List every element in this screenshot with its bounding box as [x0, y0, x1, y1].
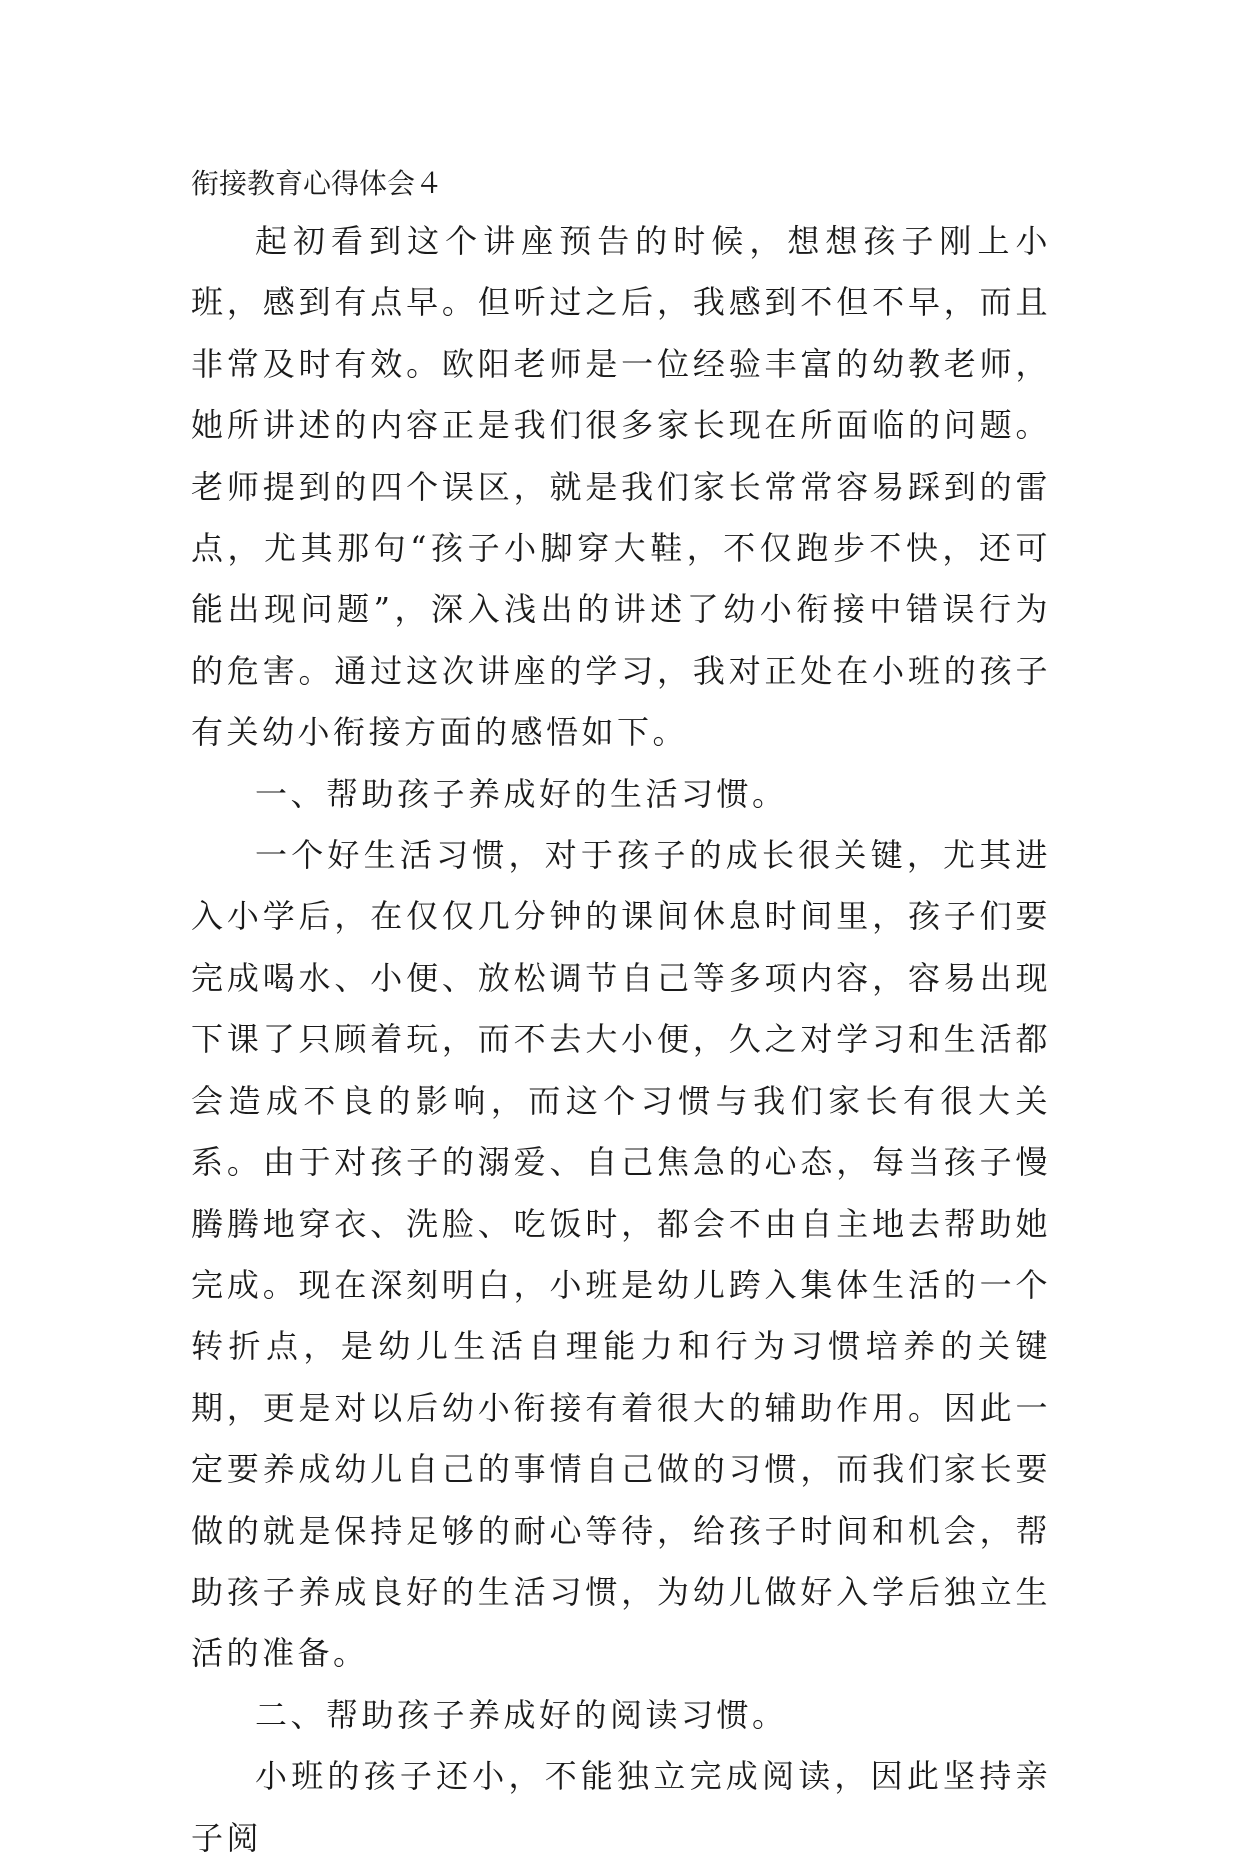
paragraph-living-habits: 一个好生活习惯，对于孩子的成长很关键，尤其进入小学后，在仅仅几分钟的课间休息时间里，孩子们要完成喝水、小便、放松调节自己等多项内容，容易出现下课了只顾着玩，而不去大小便，久之对学习和生活都会造成不良的影响，而这个习惯与我们家长有很大关系。由于对孩子的溺爱、自己焦急的心态，每当孩子慢腾腾地穿衣、洗脸、吃饭时，都会不由自主地去帮助她完成。现在深刻明白，小班是幼儿跨入集体生活的一个转折点，是幼儿生活自理能力和行为习惯培养的关键期，更是对以后幼小衔接有着很大的辅助作用。因此一定要养成幼儿自己的事情自己做的习惯，而我们家长要做的就是保持足够的耐心等待，给孩子时间和机会，帮助孩子养成良好的生活习惯，为幼儿做好入学后独立生活的准备。	[191, 836, 1051, 1673]
section-heading-1: 一、帮助孩子养成好的生活习惯。	[255, 774, 788, 813]
document-body	[191, 211, 1051, 1869]
paragraph-intro: 起初看到这个讲座预告的时候，想想孩子刚上小班，感到有点早。但听过之后，我感到不但不早，而且非常及时有效。欧阳老师是一位经验丰富的幼教老师，她所讲述的内容正是我们很多家长现在所面临的问题。老师提到的四个误区，就是我们家长常常容易踩到的雷点，尤其那句“孩子小脚穿大鞋，不仅跑步不快，还可能出现问题”，深入浅出的讲述了幼小衔接中错误行为的危害。通过这次讲座的学习，我对正处在小班的孩子有关幼小衔接方面的感悟如下。	[191, 222, 1051, 752]
document-title: 衔接教育心得体会４	[191, 167, 444, 200]
section-heading-2: 二、帮助孩子养成好的阅读习惯。	[255, 1695, 788, 1734]
paragraph-reading-habits: 小班的孩子还小，不能独立完成阅读，因此坚持亲子阅	[191, 1757, 1051, 1857]
